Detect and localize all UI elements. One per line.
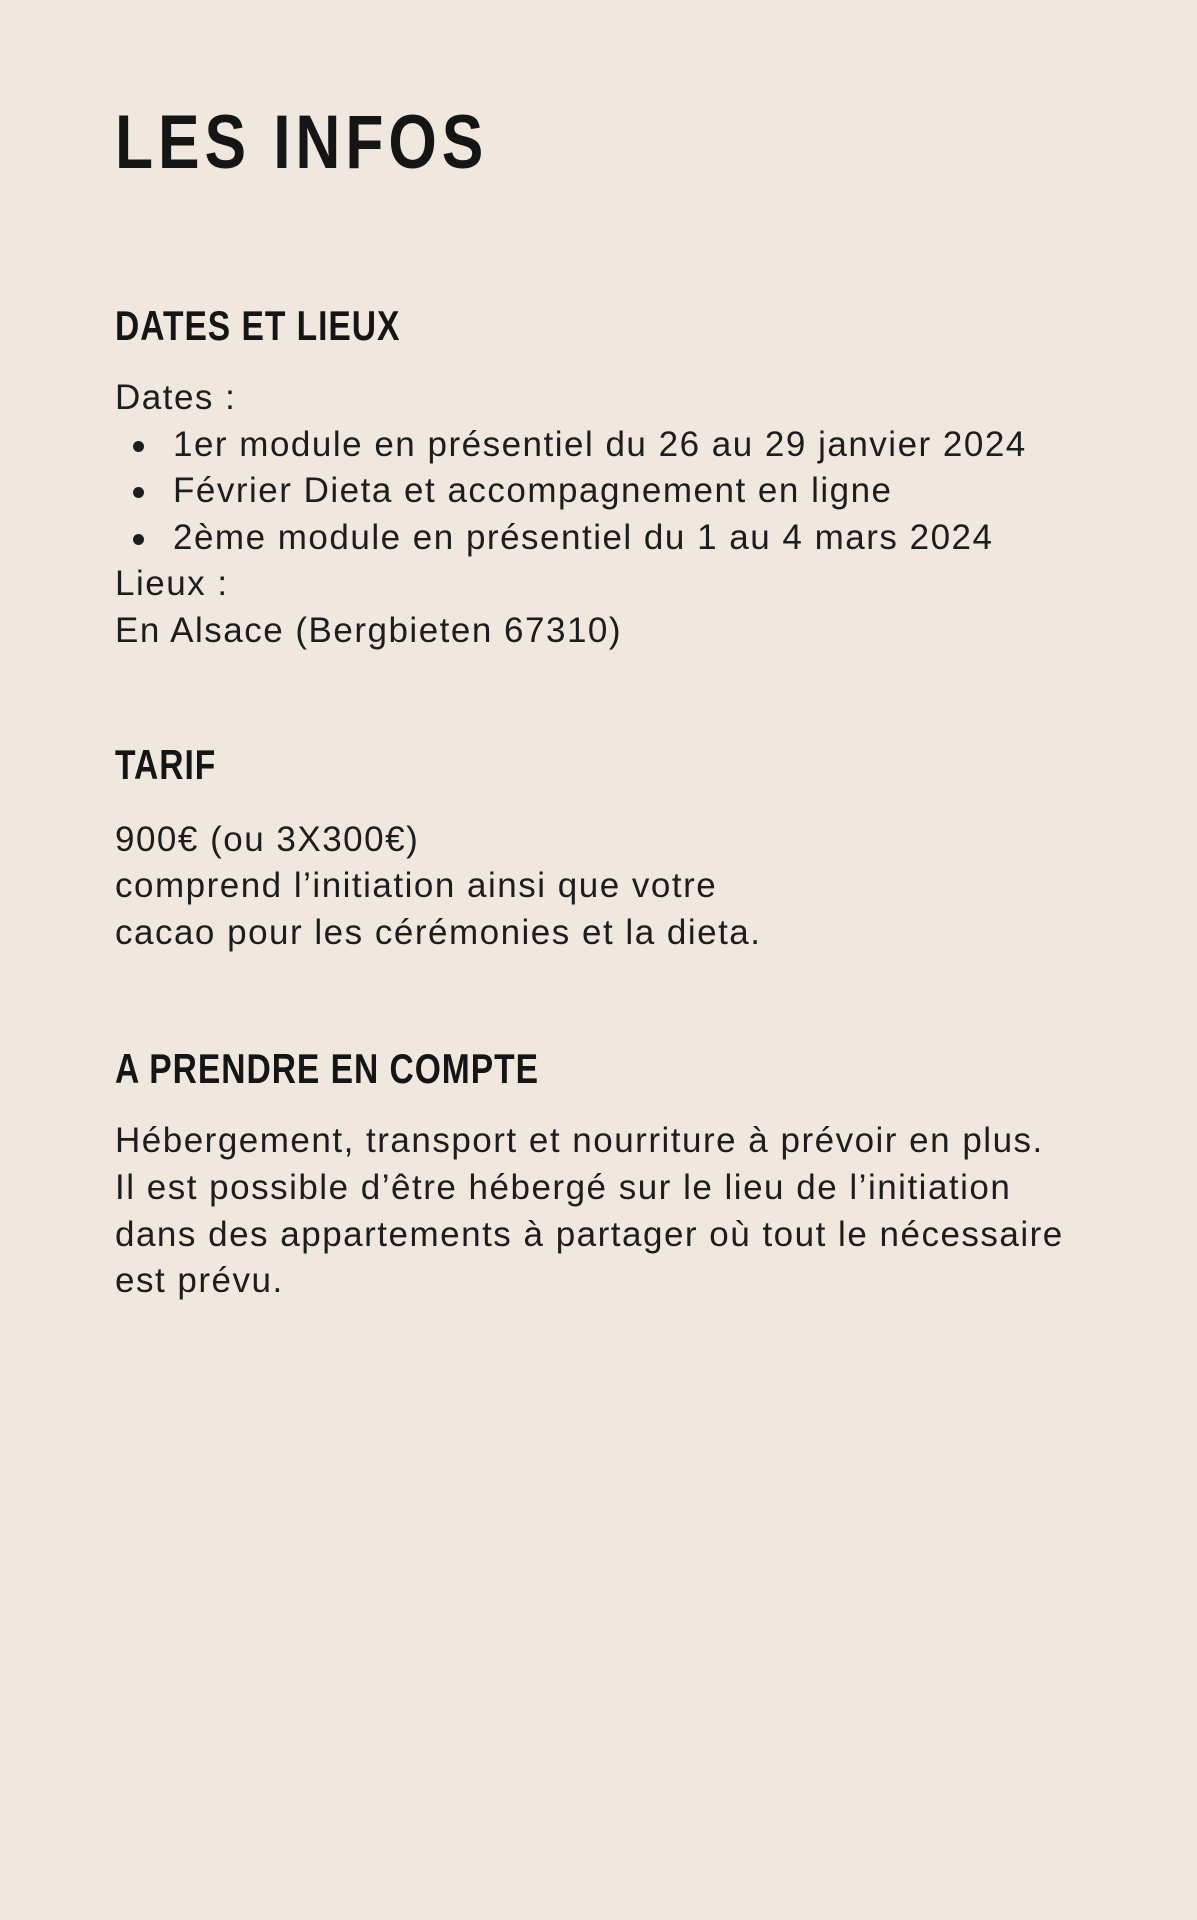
section-heading-a-prendre-en-compte: A PRENDRE EN COMPTE (115, 1045, 539, 1093)
notes-paragraph-1: Hébergement, transport et nourriture à prévoir en plus. (115, 1121, 1044, 1161)
list-item: 1er module en présentiel du 26 au 29 janvier 2024 (115, 422, 1082, 469)
page-title: LES INFOS (115, 100, 489, 185)
places-label: Lieux : (115, 564, 229, 604)
price-value: 900€ (ou 3X300€) (115, 819, 420, 859)
list-item: 2ème module en présentiel du 1 au 4 mars 2024 (115, 515, 1082, 562)
price-details-line-1: comprend l’initiation ainsi que votre (115, 866, 718, 906)
section-heading-tarif: TARIF (115, 741, 217, 789)
section-heading-dates: DATES ET LIEUX (115, 302, 401, 349)
list-item: Février Dieta et accompagnement en ligne (115, 468, 1082, 515)
dates-label: Dates : (115, 378, 237, 418)
places-value: En Alsace (Bergbieten 67310) (115, 610, 623, 650)
section-dates-et-lieux (115, 303, 1082, 654)
section-tarif (115, 742, 1082, 956)
price-details-line-2: cacao pour les cérémonies et la dieta. (115, 912, 762, 952)
dates-list (115, 422, 1082, 562)
section-a-prendre-en-compte (115, 1046, 1082, 1304)
notes-paragraph-2: Il est possible d’être hébergé sur le lieu de l’initiation dans des appartements à partager où tout le nécessaire est prévu. (115, 1168, 1064, 1301)
